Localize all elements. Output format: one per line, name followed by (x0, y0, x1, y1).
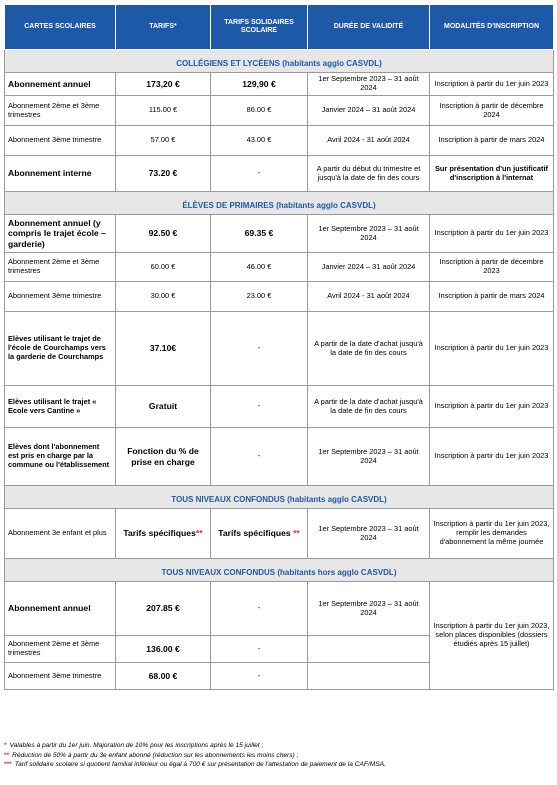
row-solidaire: 23.00 € (211, 282, 308, 312)
row-label: Abonnement annuel (y compris le trajet école – garderie) (5, 215, 116, 253)
footnote (4, 760, 553, 770)
row-tarif (116, 509, 211, 559)
row-label: Abonnement 3ème trimestre (5, 663, 116, 690)
table-row (5, 73, 554, 96)
table-row (5, 215, 554, 253)
footnotes (4, 741, 553, 770)
row-modalites: Sur présentation d'un justificatif d'inscription à l'internat (430, 156, 554, 192)
row-solidaire: 43.00 € (211, 126, 308, 156)
row-validite: Janvier 2024 – 31 août 2024 (308, 253, 430, 282)
row-tarif: 30.00 € (116, 282, 211, 312)
row-tarif: 92.50 € (116, 215, 211, 253)
row-validite: Janvier 2024 – 31 août 2024 (308, 96, 430, 126)
row-validite: A partir de la date d'achat jusqu'à la date de fin des cours (308, 386, 430, 428)
row-label: Abonnement 2ème et 3ème trimestres (5, 96, 116, 126)
row-label: Abonnement 2ème et 3ème trimestres (5, 636, 116, 663)
section-title: TOUS NIVEAUX CONFONDUS (habitants hors agglo CASVDL) (5, 559, 554, 582)
tarif-text: Tarifs spécifiques (123, 528, 196, 539)
row-modalites: Inscription à partir du 1er juin 2023, remplir les demandes d'abonnement la même journée (430, 509, 554, 559)
row-tarif: 37.10€ (116, 312, 211, 386)
row-modalites: Inscription à partir de décembre 2024 (430, 96, 554, 126)
row-validite (308, 636, 430, 663)
row-validite: 1er Septembre 2023 – 31 août 2024 (308, 73, 430, 96)
row-tarif: 115.00 € (116, 96, 211, 126)
footnote-mark: ** (195, 528, 203, 539)
tarifs-table (4, 4, 554, 690)
row-label: Abonnement 3e enfant et plus (5, 509, 116, 559)
row-tarif: 57.00 € (116, 126, 211, 156)
row-label: Elèves utilisant le trajet de l'école de Courchamps vers la garderie de Courchamps (5, 312, 116, 386)
row-label: Abonnement annuel (5, 73, 116, 96)
row-label: Elèves utilisant le trajet « Ecole vers Cantine » (5, 386, 116, 428)
header-duree: DURÉE DE VALIDITÉ (308, 5, 430, 50)
table-row (5, 312, 554, 386)
row-validite: Avril 2024 - 31 août 2024 (308, 126, 430, 156)
row-modalites: Inscription à partir de mars 2024 (430, 282, 554, 312)
row-solidaire: - (211, 312, 308, 386)
row-solidaire: - (211, 386, 308, 428)
row-solidaire: - (211, 582, 308, 636)
section-header (5, 50, 554, 73)
row-solidaire: - (211, 156, 308, 192)
row-solidaire: 46.00 € (211, 253, 308, 282)
header-cartes: CARTES SCOLAIRES (5, 5, 116, 50)
row-validite: 1er Septembre 2023 – 31 août 2024 (308, 582, 430, 636)
tarifs-document (4, 4, 553, 690)
row-validite: A partir de la date d'achat jusqu'à la date de fin des cours (308, 312, 430, 386)
footnote-text: Tarif solidaire scolaire si quotient familial inférieur ou égal à 700 € sur présentation de l'attestation de paiement de la CAF/MSA. (14, 761, 386, 769)
table-row (5, 126, 554, 156)
table-row (5, 96, 554, 126)
row-label: Elèves dont l'abonnement est pris en charge par la commune ou l'établissement (5, 428, 116, 486)
table-row (5, 509, 554, 559)
row-solidaire: - (211, 428, 308, 486)
row-tarif: Gratuit (116, 386, 211, 428)
section-header (5, 192, 554, 215)
table-row (5, 428, 554, 486)
table-row (5, 156, 554, 192)
footnote (4, 751, 553, 761)
row-tarif: 73.20 € (116, 156, 211, 192)
footnote-mark: ** (293, 528, 300, 539)
row-tarif: 207.85 € (116, 582, 211, 636)
row-solidaire (211, 509, 308, 559)
table-row (5, 282, 554, 312)
row-validite: 1er Septembre 2023 – 31 août 2024 (308, 215, 430, 253)
row-solidaire: 129,90 € (211, 73, 308, 96)
row-tarif: 173,20 € (116, 73, 211, 96)
row-modalites: Inscription à partir du 1er juin 2023 (430, 428, 554, 486)
row-tarif: 136.00 € (116, 636, 211, 663)
row-label: Abonnement 2ème et 3ème trimestres (5, 253, 116, 282)
row-modalites: Inscription à partir du 1er juin 2023, selon places disponibles (dossiers étudiés après 15 juillet) (430, 582, 554, 690)
header-modalites: MODALITÉS D'INSCRIPTION (430, 5, 554, 50)
section-title: COLLÉGIENS ET LYCÉENS (habitants agglo CASVDL) (5, 50, 554, 73)
table-row (5, 253, 554, 282)
footnote-mark: *** (4, 761, 12, 769)
row-validite: 1er Septembre 2023 – 31 août 2024 (308, 509, 430, 559)
row-label: Abonnement annuel (5, 582, 116, 636)
footnote (4, 741, 553, 751)
row-label: Abonnement 3ème trimestre (5, 126, 116, 156)
row-modalites: Inscription à partir du 1er juin 2023 (430, 386, 554, 428)
row-validite (308, 663, 430, 690)
section-title: TOUS NIVEAUX CONFONDUS (habitants agglo CASVDL) (5, 486, 554, 509)
row-validite: A partir du début du trimestre et jusqu'à la date de fin des cours (308, 156, 430, 192)
row-modalites: Inscription à partir du 1er juin 2023 (430, 215, 554, 253)
footnote-text: Réduction de 50% à partir du 3e enfant abonné (réduction sur les abonnements les moins chers) ; (12, 751, 299, 759)
row-tarif: Fonction du % de prise en charge (116, 428, 211, 486)
row-solidaire: - (211, 636, 308, 663)
section-title: ÉLÈVES DE PRIMAIRES (habitants agglo CASVDL) (5, 192, 554, 215)
row-solidaire: 69.35 € (211, 215, 308, 253)
row-solidaire: 86.00 € (211, 96, 308, 126)
table-row (5, 582, 554, 636)
footnote-mark: * (4, 742, 7, 749)
row-label: Abonnement interne (5, 156, 116, 192)
section-header (5, 486, 554, 509)
header-solidaires: TARIFS SOLIDAIRES SCOLAIRE (211, 5, 308, 50)
solidaire-text: Tarifs spécifiques (218, 528, 291, 539)
table-row (5, 386, 554, 428)
row-label: Abonnement 3ème trimestre (5, 282, 116, 312)
section-header (5, 559, 554, 582)
header-tarifs: TARIFS* (116, 5, 211, 50)
row-modalites: Inscription à partir de mars 2024 (430, 126, 554, 156)
row-modalites: Inscription à partir du 1er juin 2023 (430, 73, 554, 96)
row-solidaire: - (211, 663, 308, 690)
row-modalites: Inscription à partir de décembre 2023 (430, 253, 554, 282)
row-modalites: Inscription à partir du 1er juin 2023 (430, 312, 554, 386)
footnote-text: Valables à partir du 1er juin. Majoration de 10% pour les inscriptions après le 15 juillet ; (9, 742, 264, 749)
row-tarif: 68.00 € (116, 663, 211, 690)
row-tarif: 60.00 € (116, 253, 211, 282)
header-row (5, 5, 554, 50)
row-validite: 1er Septembre 2023 – 31 août 2024 (308, 428, 430, 486)
row-validite: Avril 2024 - 31 août 2024 (308, 282, 430, 312)
footnote-mark: ** (4, 751, 10, 759)
